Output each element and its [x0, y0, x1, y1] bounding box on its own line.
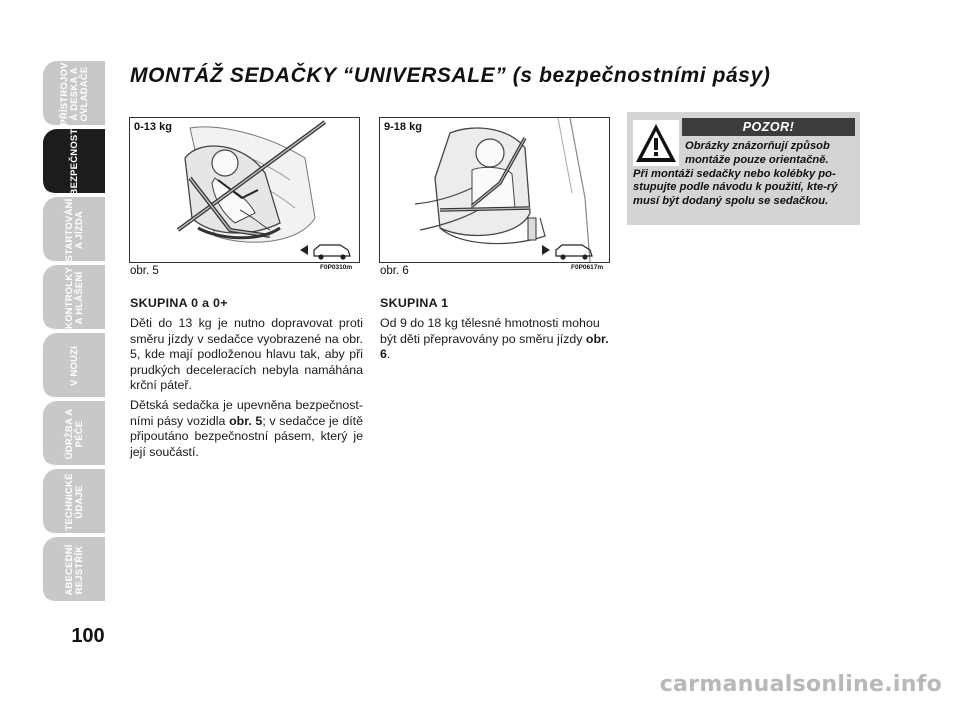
tab-label: TECHNICKÉ ÚDAJE	[64, 473, 85, 531]
tab-technicke-udaje[interactable]	[43, 469, 107, 535]
figure-caption: obr. 5	[130, 265, 159, 277]
group-0-paragraph-2: Dětská sedačka je upevněna bezpečnost-ními pásy vozidla obr. 5; v sedačce je dítě připoutáno bezpečnostní pásem, který je její součástí.	[130, 398, 363, 459]
tab-label: BEZPEČNOST	[69, 128, 80, 196]
group-1-heading: SKUPINA 1	[380, 296, 449, 310]
tab-v-nouzi[interactable]	[43, 333, 107, 399]
figure-5	[129, 117, 360, 263]
child-seat-illustration	[380, 118, 609, 262]
warning-line-a: Obrázky znázorňují způsob montáže pouze orientačně.	[685, 140, 830, 166]
figure-weight-label: 9-18 kg	[384, 121, 422, 133]
watermark: carmanualsonline.info	[659, 672, 942, 697]
tab-label: STARTOVÁNÍ A JÍZDA	[64, 198, 85, 262]
figure-reference: obr. 5	[229, 413, 263, 428]
infant-seat-illustration	[130, 118, 359, 262]
figure-code: F0P0310m	[320, 264, 353, 271]
page-title: MONTÁŽ SEDAČKY “UNIVERSALE” (s bezpečnostními pásy)	[130, 64, 771, 87]
tab-startovani[interactable]	[43, 197, 107, 263]
figure-reference: obr. 6	[380, 331, 609, 362]
group-0-paragraph-1: Děti do 13 kg je nutno dopravovat proti směru jízdy v sedačce vyobrazené na obr. 5, kde mají podloženou hlavu tak, aby při prudkých deceleracích nebyla namáhána krční páteř.	[130, 316, 363, 393]
figure-weight-label: 0-13 kg	[134, 121, 172, 133]
tab-label: ABECEDNÍ REJSTŘÍK	[64, 544, 85, 596]
group-1-section	[380, 296, 613, 368]
page-number: 100	[71, 625, 105, 647]
tab-rejstrik[interactable]	[43, 537, 107, 603]
figure-code: F0P0617m	[571, 264, 604, 271]
tab-label: KONTROLKY A HLÁŠENÍ	[64, 267, 85, 329]
warning-text	[633, 140, 856, 209]
warning-header: POZOR!	[682, 118, 855, 136]
tab-label: V NOUZI	[69, 346, 80, 386]
tab-label: ÚDRŽBA A PÉČE	[64, 408, 85, 460]
tab-bezpecnost[interactable]	[43, 129, 107, 195]
tab-kontrolky[interactable]	[43, 265, 107, 331]
group-0-heading: SKUPINA 0 a 0+	[130, 296, 228, 310]
tab-pristrojova-deska[interactable]	[43, 61, 107, 127]
group-0-section	[130, 296, 363, 465]
tab-udrzba[interactable]	[43, 401, 107, 467]
tab-label: PŘÍSTROJOV Á DESKA A OVLADAČE	[59, 62, 90, 126]
warning-line-b: Při montáži sedačky nebo kolébky po-stupujte podle návodu k použití, kte-rý musí být dodaný spolu se sedačkou.	[633, 167, 838, 208]
group-1-paragraph: Od 9 do 18 kg tělesné hmotnosti mohou být děti přepravovány po směru jízdy obr. 6.	[380, 316, 609, 362]
figure-caption: obr. 6	[380, 265, 409, 277]
figure-6	[379, 117, 610, 263]
warning-box	[627, 112, 860, 225]
